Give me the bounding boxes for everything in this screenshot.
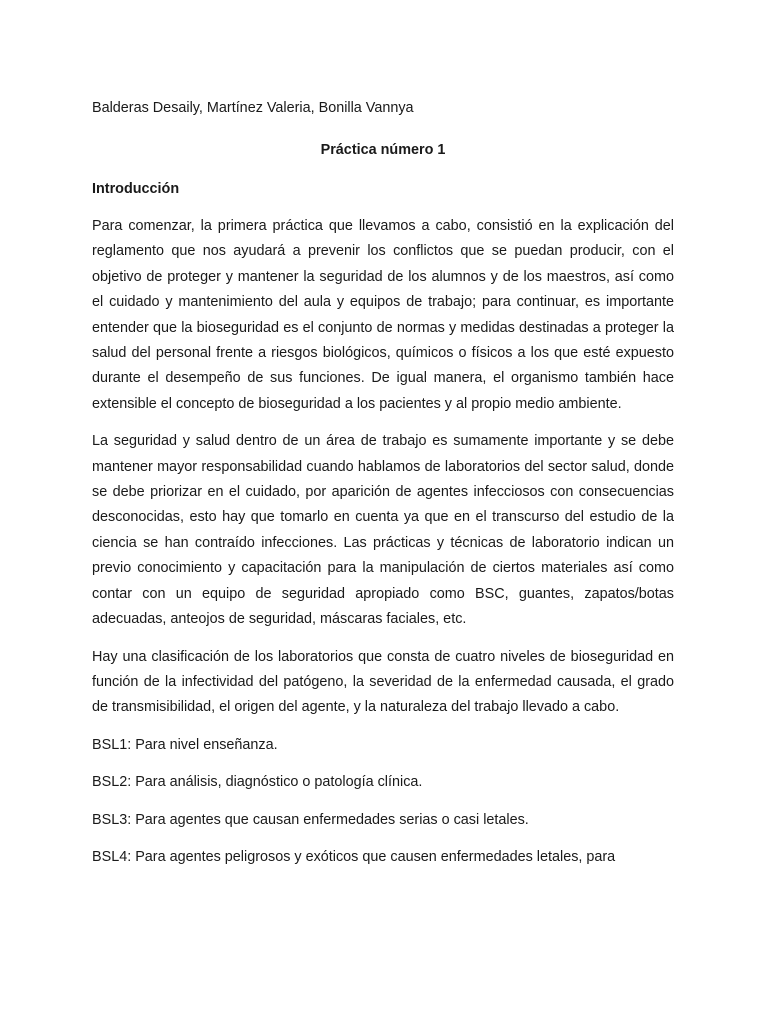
paragraph: Para comenzar, la primera práctica que llevamos a cabo, consistió en la explicación del reglamento que nos ayudará a prevenir los conflictos que se puedan producir, con el objetivo de proteger y mantener la seguridad de los alumnos y de los maestros, así como el cuidado y mantenimiento del aula y equipos de trabajo; para continuar, es importante entender que la bioseguridad es el conjunto de normas y medidas destinadas a proteger la salud del personal frente a riesgos biológicos, químicos o físicos a los que esté expuesto durante el desempeño de sus funciones. De igual manera, el organismo también hace extensible el concepto de bioseguridad a los pacientes y al propio medio ambiente. [92,218,674,412]
section-heading: Introducción [92,181,180,197]
bsl-level-item: BSL2: Para análisis, diagnóstico o patología clínica. [92,774,423,791]
document-page [92,96,674,883]
paragraph: La seguridad y salud dentro de un área de trabajo es sumamente importante y se debe mantener mayor responsabilidad cuando hablamos de laboratorios del sector salud, donde se debe priorizar en el cuidado, por aparición de agentes infecciosos con consecuencias desconocidas, esto hay que tomarlo en cuenta ya que en el transcurso del estudio de la ciencia se han contraído infecciones. Las prácticas y técnicas de laboratorio indican un previo conocimiento y capacitación para la manipulación de ciertos materiales así como contar con un equipo de seguridad apropiado como BSC, guantes, zapatos/botas adecuadas, anteojos de seguridad, máscaras faciales, etc. [92,433,674,628]
bsl-level-item: BSL1: Para nivel enseñanza. [92,736,278,753]
document-title: Práctica número 1 [320,142,446,158]
paragraph: Hay una clasificación de los laboratorios que consta de cuatro niveles de bioseguridad en función de la infectividad del patógeno, la severidad de la enfermedad causada, el grado de transmisibilidad, el origen del agente, y la naturaleza del trabajo llevado a cabo. [92,648,674,716]
bsl-level-item: BSL4: Para agentes peligrosos y exóticos que causen enfermedades letales, para [92,849,616,866]
document-authors: Balderas Desaily, Martínez Valeria, Bonilla Vannya [92,100,414,116]
bsl-level-item: BSL3: Para agentes que causan enfermedades serias o casi letales. [92,811,529,828]
